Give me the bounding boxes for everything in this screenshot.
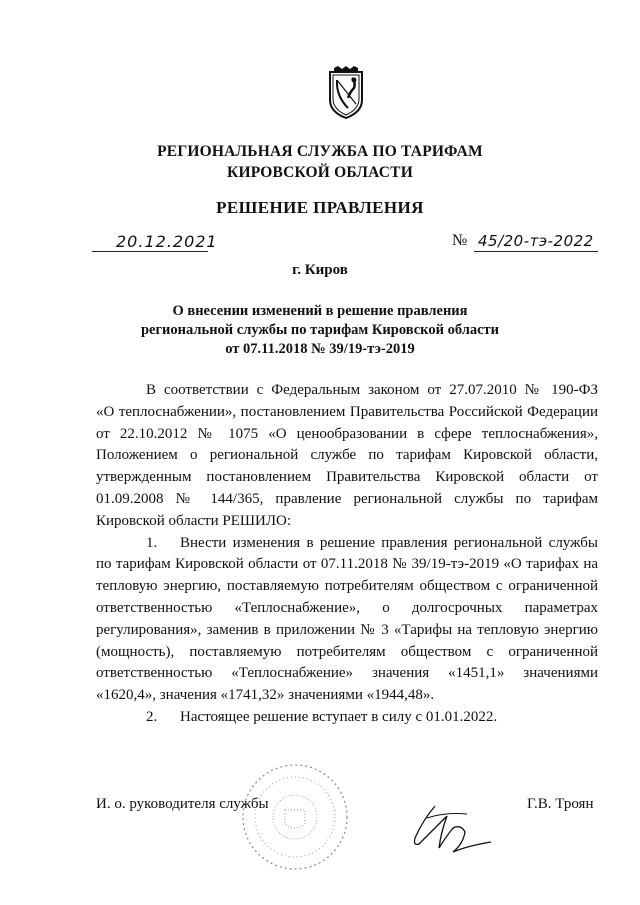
- item-1-first-line: Внести изменения в решение правления региональной службы: [180, 534, 598, 551]
- item-2: [96, 707, 598, 729]
- org-line-2: КИРОВСКОЙ ОБЛАСТИ: [227, 164, 413, 181]
- signatory-name: Г.В. Троян: [527, 796, 594, 812]
- paragraph-preamble: [96, 380, 598, 533]
- text-line: В соответствии с Федеральным законом от 27.07.2010 № 190-ФЗ: [146, 382, 598, 398]
- org-line-1: РЕГИОНАЛЬНАЯ СЛУЖБА ПО ТАРИФАМ: [157, 143, 483, 160]
- text-line: утвержденным постановлением Правительства Кировской области от: [96, 469, 598, 486]
- text-line: по тарифам Кировской области от 07.11.2018 № 39/19-тэ-2019 «О тарифах на: [96, 556, 598, 573]
- text-line: «О теплоснабжении», постановлением Правительства Российской Федерации: [96, 403, 598, 420]
- subject-line-3: от 07.11.2018 № 39/19-тэ-2019: [225, 341, 415, 357]
- text-line: (мощность), поставляемую потребителям обществом с ограниченной: [96, 643, 598, 660]
- number-value: 45/20-тэ-2022: [478, 232, 594, 250]
- text-line: тепловую энергию, поставляемую потребителям обществом с ограниченной: [96, 578, 598, 595]
- text-line: Кировской области РЕШИЛО:: [96, 512, 292, 529]
- organization-name: [0, 141, 640, 183]
- text-line: 01.09.2008 № 144/365, правление региональной службы по тарифам: [96, 490, 598, 507]
- document-body: [96, 380, 598, 729]
- document-date: [92, 231, 218, 252]
- handwritten-signature-icon: [405, 798, 495, 858]
- item-2-text: Настоящее решение вступает в силу с 01.01.2022.: [180, 708, 498, 725]
- signatory-position: И. о. руководителя службы: [96, 796, 269, 812]
- number-sign: №: [452, 232, 468, 249]
- text-line: ответственностью «Теплоснабжение», о долгосрочных параметрах: [96, 599, 598, 616]
- text-line: от 22.10.2012 № 1075 «О ценообразовании в сфере теплоснабжения»,: [96, 425, 598, 442]
- official-stamp-icon: [235, 760, 355, 875]
- coat-of-arms-icon: [326, 66, 366, 120]
- date-value: 20.12.2021: [116, 232, 218, 251]
- document-title: РЕШЕНИЕ ПРАВЛЕНИЯ: [216, 198, 424, 217]
- document-number: [474, 231, 598, 252]
- text-line: регулирования», заменив в приложении № 3 «Тарифы на тепловую энергию: [96, 621, 598, 638]
- text-line: ответственностью «Теплоснабжение» значения «1451,1» значениями: [96, 665, 598, 682]
- item-1-number: 1.: [146, 534, 158, 551]
- document-subject: [0, 302, 640, 359]
- item-2-number: 2.: [146, 708, 158, 725]
- item-1: [96, 533, 598, 707]
- text-line: «1620,4», значения «1741,32» значениями «1944,48».: [96, 687, 435, 704]
- subject-line-1: О внесении изменений в решение правления: [172, 303, 468, 319]
- text-line: [96, 533, 598, 555]
- subject-line-2: региональной службы по тарифам Кировской области: [140, 322, 500, 338]
- text-line: [96, 707, 598, 729]
- text-line: Положением о региональной службе по тарифам Кировской области,: [96, 447, 598, 464]
- city: г. Киров: [292, 262, 348, 278]
